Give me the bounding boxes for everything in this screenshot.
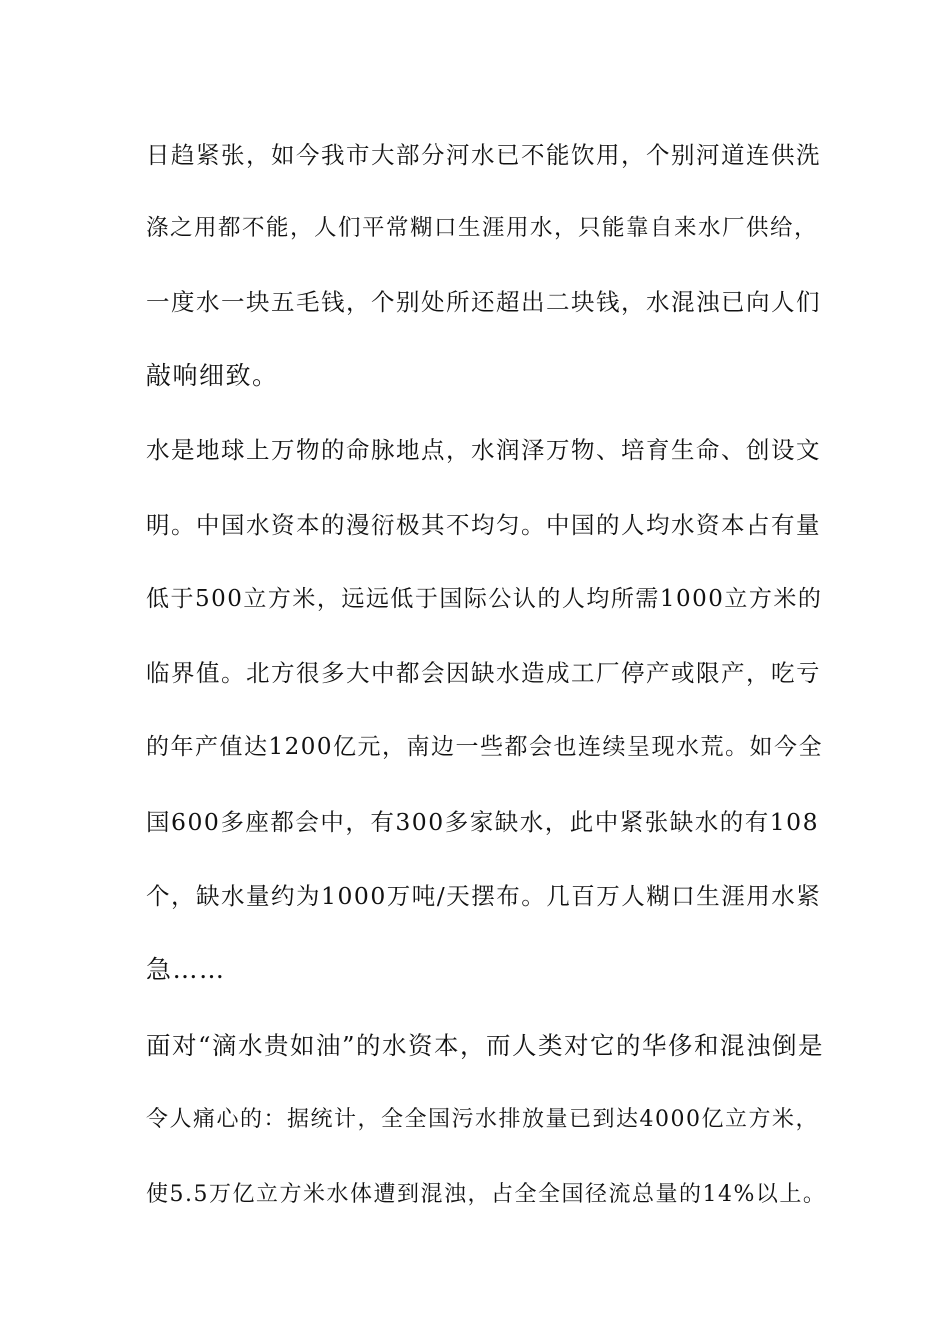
text-line: 国600多座都会中，有300多家缺水，此中紧张缺水的有108 — [146, 808, 820, 836]
text-line: 急…… — [146, 955, 226, 984]
text-line: 使5.5万亿立方米水体遭到混浊，占全全国径流总量的14%以上。 — [146, 1182, 827, 1207]
text-line: 日趋紧张，如今我市大部分河水已不能饮用，个别河道连供洗 — [146, 141, 821, 169]
text-line: 的年产值达1200亿元，南边一些都会也连续呈现水荒。如今全 — [146, 734, 824, 760]
text-line: 一度水一块五毛钱，个别处所还超出二块钱，水混浊已向人们 — [146, 288, 821, 316]
text-line: 面对“滴水贵如油”的水资本，而人类对它的华侈和混浊倒是 — [146, 1031, 825, 1060]
text-line: 低于500立方米，远远低于国际公认的人均所需1000立方米的 — [146, 586, 823, 612]
text-line: 水是地球上万物的命脉地点，水润泽万物、培育生命、创设文 — [146, 436, 821, 464]
text-line: 敲响细致。 — [146, 361, 279, 390]
text-line: 个，缺水量约为1000万吨/天摆布。几百万人糊口生涯用水紧 — [146, 882, 822, 910]
text-line: 临界值。北方很多大中都会因缺水造成工厂停产或限产，吃亏 — [146, 659, 821, 687]
text-line: 明。中国水资本的漫衍极其不均匀。中国的人均水资本占有量 — [146, 511, 821, 539]
text-line: 涤之用都不能，人们平常糊口生涯用水，只能靠自来水厂供给， — [146, 215, 819, 241]
text-line: 令人痛心的：据统计，全全国污水排放量已到达4000亿立方米， — [146, 1107, 819, 1132]
